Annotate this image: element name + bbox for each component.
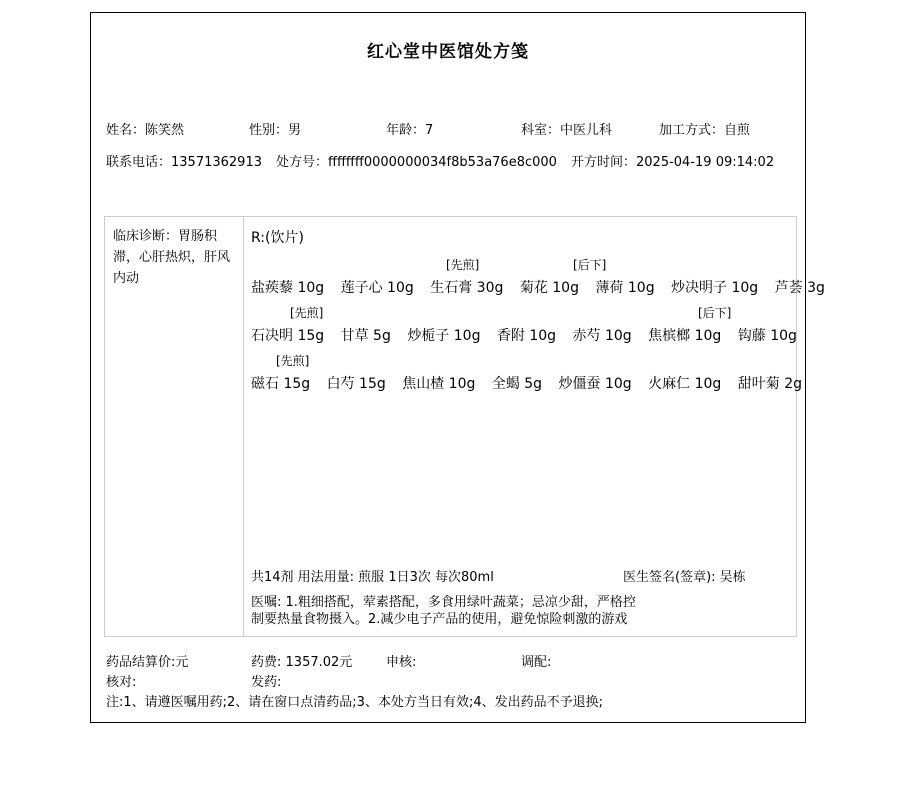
herb-item: 钩藤 10g	[737, 328, 797, 344]
decoction-label-row-2	[251, 304, 796, 319]
dispense-label: 调配:	[521, 655, 552, 670]
field-issue-time	[571, 151, 774, 170]
tag-xianjian: [先煎]	[446, 258, 480, 272]
tag-houxia: [后下]	[573, 258, 607, 272]
herb-item: 炒僵蚕 10g	[558, 376, 632, 392]
field-process-method	[659, 119, 750, 138]
main-box	[104, 216, 825, 637]
medicine-fee-value: 1357.02元	[285, 655, 353, 670]
check-label: 核对:	[106, 675, 137, 690]
fee-row-1	[91, 651, 805, 669]
decoction-label-row-3	[251, 352, 796, 367]
tag-houxia: [后下]	[698, 306, 732, 320]
tag-xianjian: [先煎]	[276, 354, 310, 368]
age-value: 7	[425, 123, 434, 138]
issue-time-value: 2025-04-19 09:14:02	[636, 155, 775, 170]
note-row	[91, 691, 805, 709]
field-gender	[249, 119, 301, 138]
issue-medicine-label: 发药:	[251, 675, 282, 690]
prescription-cell	[244, 217, 825, 636]
patient-info-row-2	[91, 151, 805, 169]
herb-item: 莲子心 10g	[340, 280, 414, 296]
field-review	[386, 651, 416, 670]
herb-item: 芦荟 3g	[774, 280, 825, 296]
field-age	[386, 119, 433, 138]
doctor-signature: 医生签名(签章): 吴栋	[623, 570, 746, 585]
issue-time-label: 开方时间：	[571, 155, 637, 170]
herb-item: 炒栀子 10g	[407, 328, 481, 344]
field-patient-name	[106, 119, 184, 138]
field-settle-price	[106, 651, 188, 670]
patient-name-value: 陈笑然	[145, 123, 185, 138]
medical-advice: 医嘱: 1.粗细搭配，荤素搭配，多食用绿叶蔬菜；忌凉少甜，严格控制要热量食物摄入。2.减少电子产品的使用，避免惊险刺激的游戏	[251, 595, 636, 627]
herb-item: 磁石 15g	[251, 376, 311, 392]
herb-item: 甜叶菊 2g	[737, 376, 802, 392]
herb-item: 薄荷 10g	[595, 280, 655, 296]
herb-item: 火麻仁 10g	[648, 376, 722, 392]
herb-item: 石决明 15g	[251, 328, 325, 344]
diagnosis-label: 临床诊断：	[113, 229, 179, 244]
patient-name-label: 姓名：	[106, 123, 146, 138]
herb-item: 甘草 5g	[340, 328, 391, 344]
field-phone	[106, 151, 262, 170]
field-dispense	[521, 651, 551, 670]
herb-item: 生石膏 30g	[430, 280, 504, 296]
phone-label: 联系电话：	[106, 155, 172, 170]
gender-value: 男	[288, 123, 302, 138]
usage-text: 共14剂 用法用量: 煎服 1日3次 每次80ml	[251, 570, 494, 585]
herb-item: 盐蒺藜 10g	[251, 280, 325, 296]
herb-item: 炒决明子 10g	[671, 280, 759, 296]
medicine-fee-label: 药费:	[251, 655, 282, 670]
herb-item: 焦槟榔 10g	[648, 328, 722, 344]
fee-row-2	[91, 671, 805, 689]
footer-note: 注:1、请遵医嘱用药;2、请在窗口点清药品;3、本处方当日有效;4、发出药品不予退换;	[106, 695, 603, 710]
age-label: 年龄：	[386, 123, 426, 138]
page-title: 红心堂中医馆处方笺	[367, 42, 529, 62]
patient-info-row-1	[91, 119, 805, 137]
process-method-label: 加工方式：	[659, 123, 725, 138]
diagnosis-value: 胃肠积滞，心肝热炽，肝风内动	[113, 229, 231, 286]
field-check	[106, 671, 136, 690]
usage-row	[251, 566, 796, 584]
diagnosis-cell	[105, 217, 244, 636]
field-rx-number	[276, 151, 557, 170]
herb-item: 菊花 10g	[519, 280, 579, 296]
department-value: 中医儿科	[560, 123, 613, 138]
settle-price-label: 药品结算价:	[106, 655, 176, 670]
herb-item: 香附 10g	[496, 328, 557, 344]
field-medicine-fee	[251, 651, 352, 670]
decoction-label-row-1	[251, 256, 796, 271]
field-issue-medicine	[251, 671, 281, 690]
gender-label: 性别：	[249, 123, 289, 138]
review-label: 申核:	[386, 655, 417, 670]
herb-item: 焦山楂 10g	[402, 376, 476, 392]
department-label: 科室：	[521, 123, 561, 138]
herb-row-1	[251, 277, 825, 297]
rx-number-value: ffffffff0000000034f8b53a76e8c000	[328, 155, 557, 170]
process-method-value: 自煎	[724, 123, 751, 138]
phone-value: 13571362913	[171, 155, 262, 170]
herb-item: 赤芍 10g	[572, 328, 632, 344]
rx-number-label: 处方号：	[276, 155, 329, 170]
field-department	[521, 119, 612, 138]
rx-header: R:(饮片)	[251, 230, 304, 246]
settle-price-value: 元	[175, 655, 189, 670]
herb-row-3	[251, 373, 802, 393]
herb-item: 白芍 15g	[326, 376, 386, 392]
herb-row-2	[251, 325, 796, 345]
tag-xianjian: [先煎]	[290, 306, 324, 320]
herb-item: 全蝎 5g	[491, 376, 543, 392]
prescription-border	[90, 12, 825, 723]
